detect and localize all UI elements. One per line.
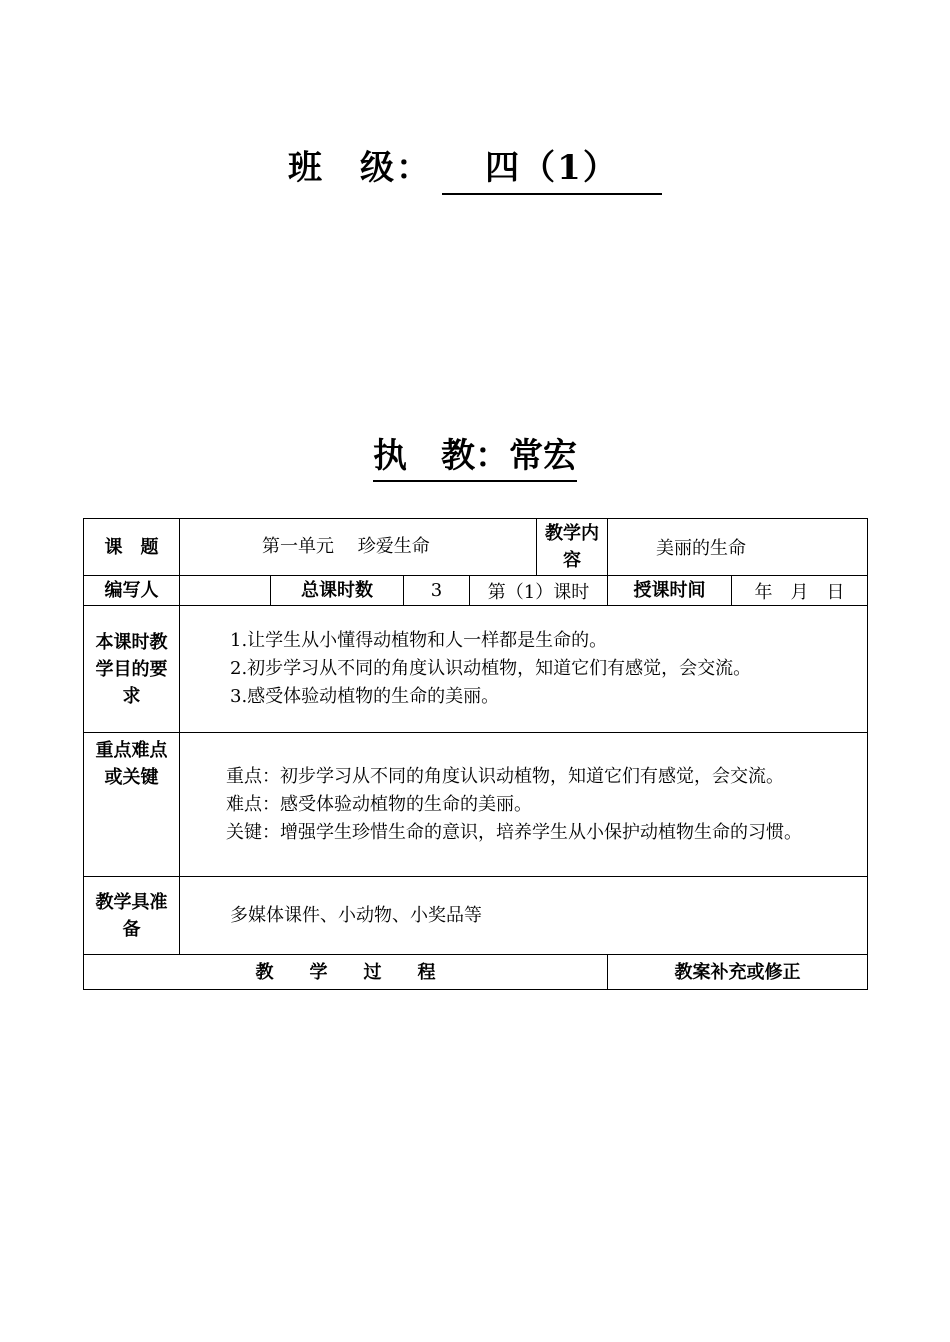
lesson-time-label: 授课时间: [608, 576, 732, 606]
total-hours-label: 总课时数: [271, 576, 404, 606]
keypoint-item: 难点：感受体验动植物的生命的美丽。: [226, 793, 532, 815]
teacher-label: 执 教：: [373, 436, 509, 476]
supplement-label: 教案补充或修正: [608, 955, 868, 990]
topic-value: 第一单元 珍爱生命: [180, 519, 537, 576]
lesson-plan-table: [83, 518, 868, 990]
objective-item: 3.感受体验动植物的生命的美丽。: [230, 686, 500, 707]
keypoint-item: 重点：初步学习从不同的角度认识动植物，知道它们有感觉，会交流。: [226, 765, 784, 787]
objective-item: 1.让学生从小懂得动植物和人一样都是生命的。: [230, 630, 608, 651]
keypoint-item: 关键：增强学生珍惜生命的意识，培养学生从小保护动植物生命的习惯。: [226, 821, 802, 843]
total-hours-value: 3: [404, 576, 470, 606]
objectives-label: 本课时教学目的要求: [84, 606, 180, 733]
class-heading: [0, 140, 950, 195]
writer-value: [180, 576, 271, 606]
lesson-time-value: 年 月 日: [732, 576, 868, 606]
writer-label: 编写人: [84, 576, 180, 606]
teacher-heading: [0, 428, 950, 477]
tools-label: 教学具准备: [84, 877, 180, 955]
process-label: 教 学 过 程: [84, 955, 608, 990]
tools-value: 多媒体课件、小动物、小奖品等: [180, 877, 868, 955]
objective-item: 2.初步学习从不同的角度认识动植物，知道它们有感觉，会交流。: [230, 658, 752, 679]
class-label: 班 级：: [288, 148, 432, 188]
period-value: 第（1）课时: [470, 576, 608, 606]
content-label: 教学内容: [537, 519, 608, 576]
teacher-name: 常宏: [509, 436, 577, 476]
keypoints-label: 重点难点或关键: [84, 733, 180, 877]
topic-label: 课 题: [84, 519, 180, 576]
content-value: 美丽的生命: [608, 519, 868, 576]
class-value: 四（1）: [442, 140, 662, 195]
